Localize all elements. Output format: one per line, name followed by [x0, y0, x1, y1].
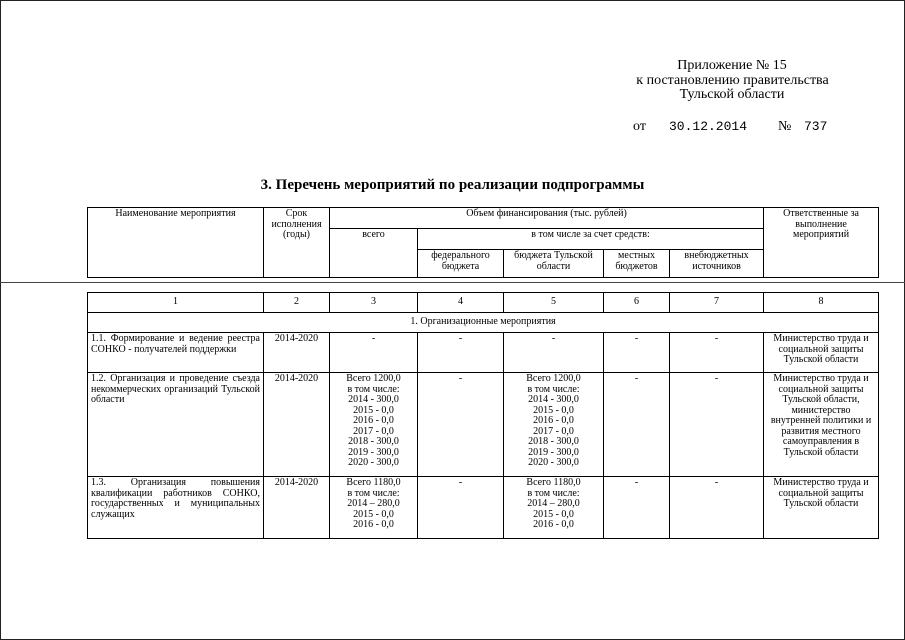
col-extra-header: внебюджетных источников [670, 250, 764, 278]
events-body-table [87, 292, 879, 539]
row-local: - [604, 477, 670, 539]
row-federal: - [418, 333, 504, 373]
row-total: Всего 1180,0 в том числе: 2014 – 280,0 2015 - 0,0 2016 - 0,0 [330, 477, 418, 539]
row-name: 1.3. Организация повышения квалификации работников СОНКО, государственных и муниципальных служащих [88, 477, 264, 539]
col-number-6: 6 [604, 293, 670, 313]
row-name: 1.1. Формирование и ведение реестра СОНКО - получателей поддержки [88, 333, 264, 373]
page-cut-line [0, 282, 905, 283]
row-total: Всего 1200,0 в том числе: 2014 - 300,0 2015 - 0,0 2016 - 0,0 2017 - 0,0 2018 - 300,0 2019 - 300,0 2020 - 300,0 [330, 373, 418, 477]
row-total: - [330, 333, 418, 373]
row-regional: Всего 1200,0 в том числе: 2014 - 300,0 2015 - 0,0 2016 - 0,0 2017 - 0,0 2018 - 300,0 2019 - 300,0 2020 - 300,0 [504, 373, 604, 477]
page-title: 3. Перечень мероприятий по реализации подпрограммы [260, 177, 645, 193]
appendix-label: Приложение № 15 [677, 58, 787, 73]
table-row [88, 477, 879, 539]
resolution-label: к постановлению правительства [636, 73, 829, 88]
table-row [88, 373, 879, 477]
number-prefix: № [778, 119, 792, 134]
col-federal-header: федерального бюджета [418, 250, 504, 278]
section-heading: 1. Организационные мероприятия [88, 313, 879, 333]
row-regional: Всего 1180,0 в том числе: 2014 – 280,0 2015 - 0,0 2016 - 0,0 [504, 477, 604, 539]
resolution-date: 30.12.2014 [669, 119, 748, 134]
row-term: 2014-2020 [264, 333, 330, 373]
col-number-1: 1 [88, 293, 264, 313]
resolution-number: 737 [804, 119, 828, 134]
col-total-header: всего [330, 229, 418, 278]
col-number-5: 5 [504, 293, 604, 313]
col-responsible-header: Ответственные за выполнение мероприятий [764, 208, 879, 278]
col-number-2: 2 [264, 293, 330, 313]
col-local-header: местных бюджетов [604, 250, 670, 278]
col-number-7: 7 [670, 293, 764, 313]
events-header-table [87, 207, 879, 278]
row-responsible: Министерство труда и социальной защиты Тульской области [764, 333, 879, 373]
row-extra: - [670, 477, 764, 539]
row-federal: - [418, 477, 504, 539]
col-funding-header: Объем финансирования (тыс. рублей) [330, 208, 764, 229]
col-including-header: в том числе за счет средств: [418, 229, 764, 250]
date-prefix: от [633, 119, 646, 134]
col-name-header: Наименование мероприятия [88, 208, 264, 278]
row-extra: - [670, 373, 764, 477]
row-responsible: Министерство труда и социальной защиты Тульской области [764, 477, 879, 539]
col-number-3: 3 [330, 293, 418, 313]
col-term-header: Срок исполнения (годы) [264, 208, 330, 278]
row-local: - [604, 373, 670, 477]
row-federal: - [418, 373, 504, 477]
row-local: - [604, 333, 670, 373]
row-term: 2014-2020 [264, 477, 330, 539]
col-number-8: 8 [764, 293, 879, 313]
table-row [88, 333, 879, 373]
col-number-4: 4 [418, 293, 504, 313]
row-extra: - [670, 333, 764, 373]
row-responsible: Министерство труда и социальной защиты Тульской области, министерство внутренней политики и развития местного самоуправления в Тульской области [764, 373, 879, 477]
row-term: 2014-2020 [264, 373, 330, 477]
col-regional-header: бюджета Тульской области [504, 250, 604, 278]
row-name: 1.2. Организация и проведение съезда некоммерческих организаций Тульской области [88, 373, 264, 477]
row-regional: - [504, 333, 604, 373]
region-label: Тульской области [679, 87, 785, 102]
